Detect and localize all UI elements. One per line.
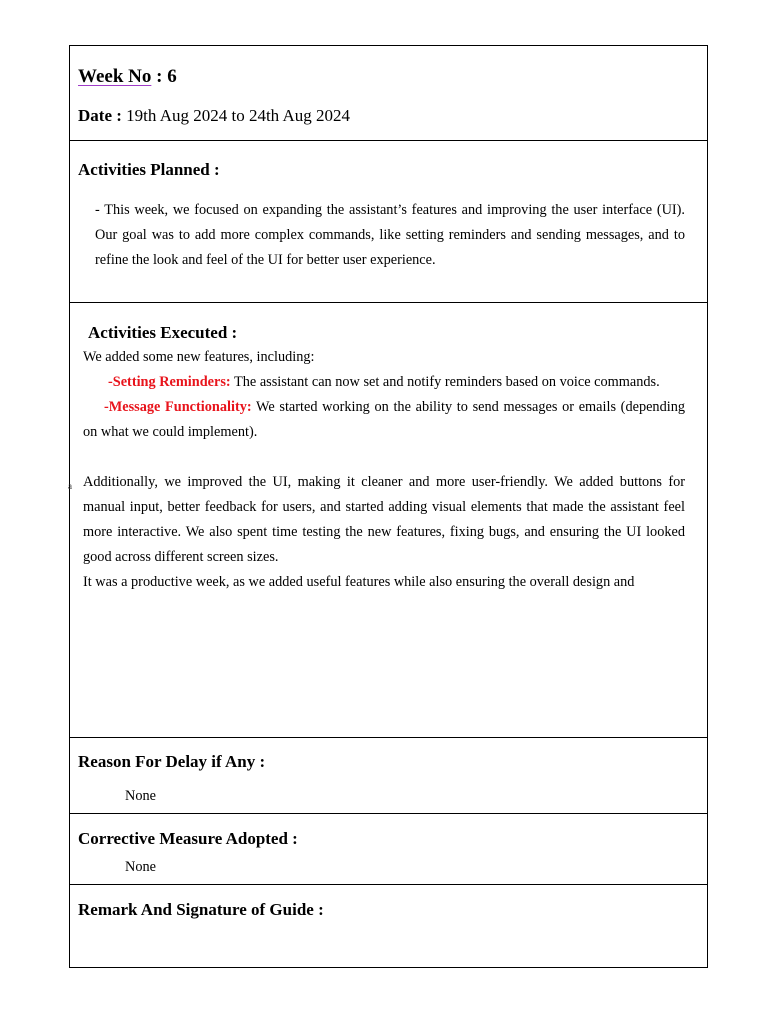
feature1-label: -Setting Reminders: <box>108 374 231 390</box>
week-number: 6 <box>167 66 177 87</box>
activities-executed-section <box>70 302 707 737</box>
activities-planned-section <box>70 140 707 302</box>
corrective-measure-value: None <box>125 859 156 875</box>
activities-executed-body <box>83 345 685 595</box>
reason-for-delay-value: None <box>125 788 156 804</box>
feature2-text: We started working on the ability to send messages or emails (depending on what we could implement). <box>83 399 685 440</box>
reason-for-delay-section <box>70 737 707 813</box>
week-date-section <box>70 46 707 140</box>
stray-mark: a <box>68 481 72 491</box>
date-line <box>78 106 350 126</box>
executed-paragraph-ui: Additionally, we improved the UI, making it cleaner and more user-friendly. We added buttons for manual input, better feedback for users, and started adding visual elements that made the assistant feel more interactive. We also spent time testing the new features, fixing bugs, and ensuring the UI looked good across different screen sizes. <box>83 474 685 565</box>
executed-paragraph-summary: It was a productive week, as we added useful features while also ensuring the overall design and <box>83 574 635 590</box>
paragraph-spacer <box>83 445 685 470</box>
feature2-label: -Message Functionality: <box>104 399 252 415</box>
date-label: Date : <box>78 106 127 125</box>
week-separator: : <box>151 66 168 87</box>
corrective-measure-section <box>70 813 707 884</box>
week-label: Week No <box>78 66 152 87</box>
activities-executed-title: Activities Executed : <box>88 323 238 342</box>
feature1-text: The assistant can now set and notify reminders based on voice commands. <box>230 374 660 390</box>
weekly-report-table <box>69 45 708 968</box>
executed-intro: We added some new features, including: <box>83 349 315 365</box>
date-value: 19th Aug 2024 to 24th Aug 2024 <box>126 106 351 125</box>
feature-message-functionality <box>83 395 685 445</box>
feature-setting-reminders <box>83 370 685 395</box>
corrective-measure-title: Corrective Measure Adopted : <box>78 829 298 848</box>
activities-planned-title: Activities Planned : <box>78 160 220 179</box>
activities-planned-text: - This week, we focused on expanding the assistant’s features and improving the user interface (UI). Our goal was to add more complex commands, like setting reminders and sending messages, and to refine the look and feel of the UI for better user experience. <box>95 202 685 268</box>
remark-signature-title: Remark And Signature of Guide : <box>78 900 324 919</box>
reason-for-delay-title: Reason For Delay if Any : <box>78 752 266 771</box>
remark-signature-section <box>70 884 707 968</box>
week-line <box>78 66 177 88</box>
